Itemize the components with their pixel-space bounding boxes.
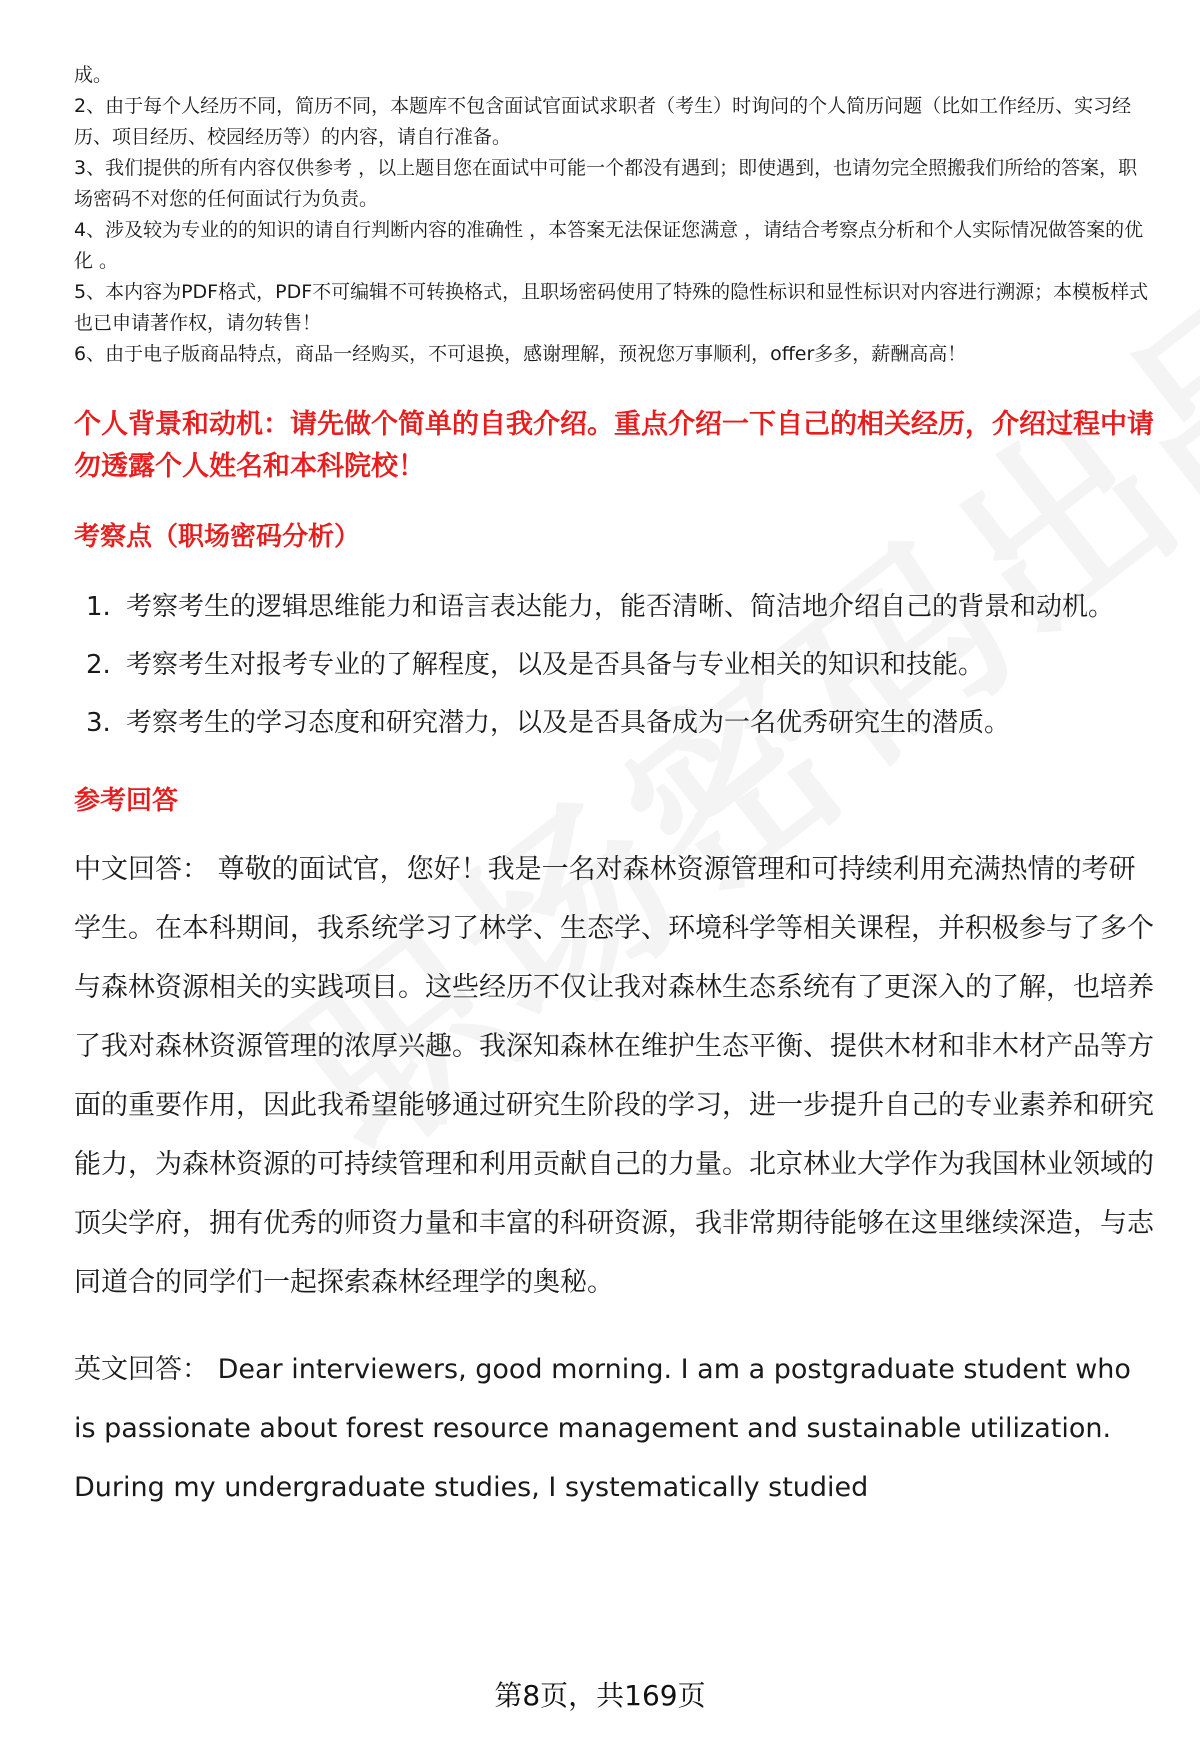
reference-heading: 参考回答 <box>74 786 179 816</box>
analysis-point <box>74 694 1154 752</box>
analysis-point <box>74 578 1154 636</box>
note-line: 2、由于每个人经历不同，简历不同，本题库不包含面试官面试求职者（考生）时询问的个人简历问题（比如工作经历、实习经历、项目经历、校园经历等）的内容，请自行准备。 <box>74 95 1132 148</box>
point-number: 1. <box>86 592 111 622</box>
note-line: 3、我们提供的所有内容仅供参考 ，以上题目您在面试中可能一个都没有遇到；即使遇到，也请勿完全照搬我们所给的答案，职场密码不对您的任何面试行为负责。 <box>74 157 1138 210</box>
page-footer: 第8页，共169页 <box>494 1679 706 1712</box>
note-line: 5、本内容为PDF格式，PDF不可编辑不可转换格式，且职场密码使用了特殊的隐性标识和显性标识对内容进行溯源；本模板样式也已申请著作权，请勿转售！ <box>74 281 1149 334</box>
question-heading: 个人背景和动机：请先做个简单的自我介绍。重点介绍一下自己的相关经历，介绍过程中请勿透露个人姓名和本科院校！ <box>74 409 1154 482</box>
note-line: 成。 <box>74 64 113 86</box>
analysis-points <box>74 578 1154 752</box>
answer-chinese: 中文回答： 尊敬的面试官，您好！我是一名对森林资源管理和可持续利用充满热情的考研学生。在本科期间，我系统学习了林学、生态学、环境科学等相关课程，并积极参与了多个与森林资源相关的实践项目。这些经历不仅让我对森林生态系统有了更深入的了解，也培养了我对森林资源管理的浓厚兴趣。我深知森林在维护生态平衡、提供木材和非木材产品等方面的重要作用，因此我希望能够通过研究生阶段的学习，进一步提升自己的专业素养和研究能力，为森林资源的可持续管理和利用贡献自己的力量。北京林业大学作为我国林业领域的顶尖学府，拥有优秀的师资力量和丰富的科研资源，我非常期待能够在这里继续深造，与志同道合的同学们一起探索森林经理学的奥秘。 <box>74 854 1154 1298</box>
point-text: 考察考生的逻辑思维能力和语言表达能力，能否清晰、简洁地介绍自己的背景和动机。 <box>126 592 1115 622</box>
notes-section <box>74 60 1154 370</box>
point-text: 考察考生的学习态度和研究潜力，以及是否具备成为一名优秀研究生的潜质。 <box>126 708 1011 738</box>
analysis-point <box>74 636 1154 694</box>
point-text: 考察考生对报考专业的了解程度，以及是否具备与专业相关的知识和技能。 <box>126 650 985 680</box>
note-line: 4、涉及较为专业的的知识的请自行判断内容的准确性 ，本答案无法保证您满意 ，请结合考察点分析和个人实际情况做答案的优化 。 <box>74 219 1144 272</box>
analysis-heading: 考察点（职场密码分析） <box>74 522 361 552</box>
answer-english: 英文回答： Dear interviewers, good morning. I am a postgraduate student who is passionate about forest resource management and sustainable utilization. During my undergraduate studies, I systematically studied <box>74 1354 1131 1503</box>
point-number: 3. <box>86 708 111 738</box>
point-number: 2. <box>86 650 111 680</box>
note-line: 6、由于电子版商品特点，商品一经购买，不可退换，感谢理解，预祝您万事顺利，offer多多，薪酬高高！ <box>74 343 967 365</box>
document-body <box>74 0 1154 1517</box>
